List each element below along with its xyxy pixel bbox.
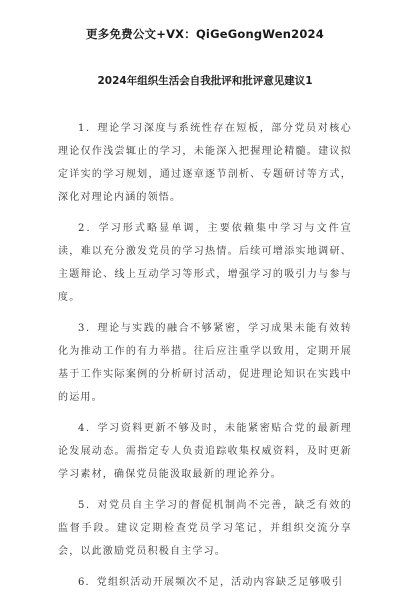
paragraph-3: 3．理论与实践的融合不够紧密，学习成果未能有效转化为推动工作的有力举措。往后应注重学以致用，定期开展基于工作实际案例的分析研讨活动，促进理论知识在实践中的运用。 — [58, 323, 352, 403]
paragraph-1: 1．理论学习深度与系统性存在短板，部分党员对核心理论仅作浅尝辄止的学习，未能深入把握理论精髓。建议拟定详实的学习规划，通过逐章逐节剖析、专题研讨等方式，深化对理论内涵的领悟。 — [58, 123, 352, 203]
document-body — [58, 117, 352, 602]
document-title: 2024年组织生活会自我批评和批评意见建议1 — [97, 75, 313, 87]
paragraph-5: 5．对党员自主学习的督促机制尚不完善，缺乏有效的监督手段。建议定期检查党员学习笔记，并组织交流分享会，以此激励党员积极自主学习。 — [58, 500, 352, 557]
watermark-header: 更多免费公文+VX：QiGeGongWen2024 — [86, 27, 324, 41]
paragraph-4: 4．学习资料更新不够及时，未能紧密贴合党的最新理论发展动态。需指定专人负责追踪收集权威资料，及时更新学习素材，确保党员能汲取最新的理论养分。 — [58, 423, 352, 480]
paragraph-2: 2．学习形式略显单调，主要依赖集中学习与文件宣读，难以充分激发党员的学习热情。后续可增添实地调研、主题辩论、线上互动学习等形式，增强学习的吸引力与参与度。 — [58, 223, 352, 303]
paragraph-6: 6．党组织活动开展频次不足，活动内容缺乏足够吸引 — [78, 577, 344, 588]
